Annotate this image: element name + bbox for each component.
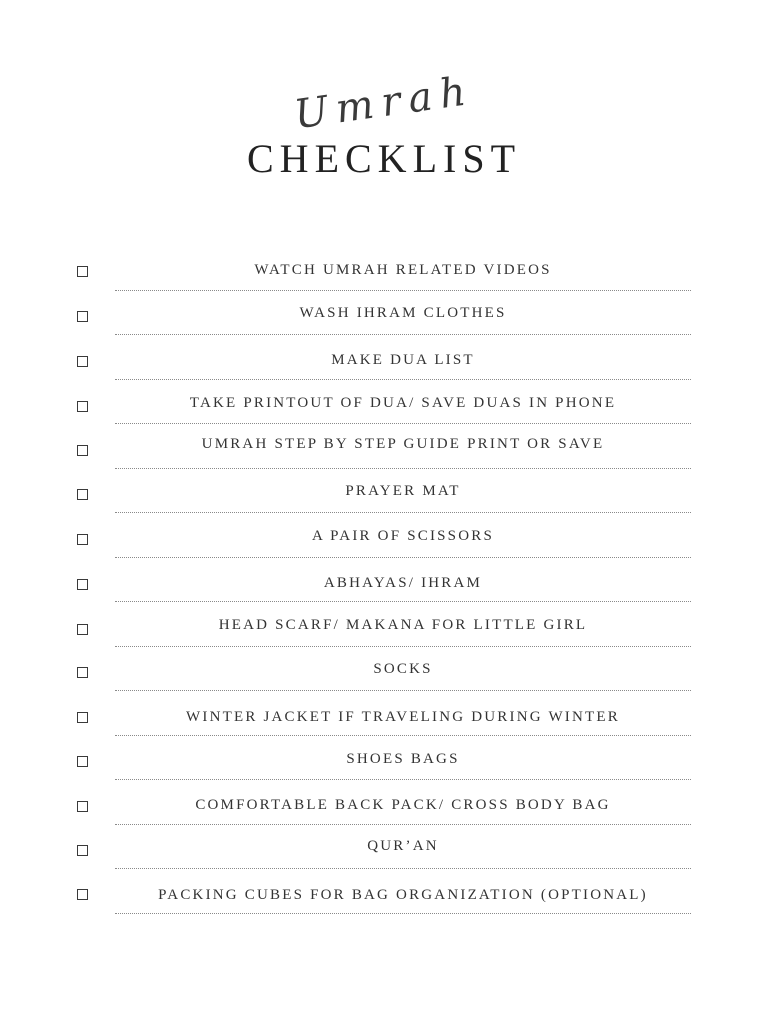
item-label: PACKING CUBES FOR BAG ORGANIZATION (OPTIONAL) xyxy=(158,887,648,903)
list-item xyxy=(0,656,768,696)
list-item xyxy=(0,434,768,474)
checkbox[interactable] xyxy=(77,401,88,412)
list-item xyxy=(0,612,768,652)
item-label: UMRAH STEP BY STEP GUIDE PRINT OR SAVE xyxy=(201,436,605,452)
list-item xyxy=(0,745,768,785)
list-item xyxy=(0,701,768,741)
list-item xyxy=(0,478,768,518)
item-label: MAKE DUA LIST xyxy=(331,352,475,368)
list-item xyxy=(0,790,768,830)
item-label: WATCH UMRAH RELATED VIDEOS xyxy=(254,262,552,278)
item-label: HEAD SCARF/ MAKANA FOR LITTLE GIRL xyxy=(218,617,588,633)
list-item xyxy=(0,879,768,919)
page-title: CHECKLIST xyxy=(247,136,521,181)
checkbox[interactable] xyxy=(77,845,88,856)
dotted-rule xyxy=(115,290,691,291)
list-item xyxy=(0,834,768,874)
checkbox[interactable] xyxy=(77,356,88,367)
dotted-rule xyxy=(115,512,691,513)
checkbox[interactable] xyxy=(77,801,88,812)
dotted-rule xyxy=(115,735,691,736)
item-label: QUR’AN xyxy=(367,838,439,854)
checkbox[interactable] xyxy=(77,579,88,590)
dotted-rule xyxy=(115,334,691,335)
list-item xyxy=(0,345,768,385)
item-label: COMFORTABLE BACK PACK/ CROSS BODY BAG xyxy=(195,797,611,813)
dotted-rule xyxy=(115,646,691,647)
dotted-rule xyxy=(115,468,691,469)
item-label: SOCKS xyxy=(373,661,433,677)
dotted-rule xyxy=(115,824,691,825)
page-header xyxy=(0,67,768,190)
checkbox[interactable] xyxy=(77,489,88,500)
list-item xyxy=(0,256,768,296)
dotted-rule xyxy=(115,423,691,424)
dotted-rule xyxy=(115,779,691,780)
checkbox[interactable] xyxy=(77,445,88,456)
dotted-rule xyxy=(115,913,691,914)
list-item xyxy=(0,300,768,340)
checkbox[interactable] xyxy=(77,889,88,900)
checkbox[interactable] xyxy=(77,311,88,322)
dotted-rule xyxy=(115,557,691,558)
item-label: PRAYER MAT xyxy=(345,483,461,499)
dotted-rule xyxy=(115,379,691,380)
checkbox[interactable] xyxy=(77,624,88,635)
list-item xyxy=(0,567,768,607)
item-label: SHOES BAGS xyxy=(346,751,460,767)
dotted-rule xyxy=(115,868,691,869)
list-item xyxy=(0,389,768,429)
dotted-rule xyxy=(115,601,691,602)
checkbox[interactable] xyxy=(77,266,88,277)
checkbox[interactable] xyxy=(77,712,88,723)
dotted-rule xyxy=(115,690,691,691)
item-label: ABHAYAS/ IHRAM xyxy=(323,575,483,591)
item-label: A PAIR OF SCISSORS xyxy=(311,528,495,544)
item-label: TAKE PRINTOUT OF DUA/ SAVE DUAS IN PHONE xyxy=(189,395,617,411)
script-title: Umrah xyxy=(291,67,477,139)
checkbox[interactable] xyxy=(77,534,88,545)
checkbox[interactable] xyxy=(77,756,88,767)
checkbox[interactable] xyxy=(77,667,88,678)
item-label: WINTER JACKET IF TRAVELING DURING WINTER xyxy=(186,709,620,725)
list-item xyxy=(0,523,768,563)
item-label: WASH IHRAM CLOTHES xyxy=(299,305,507,321)
